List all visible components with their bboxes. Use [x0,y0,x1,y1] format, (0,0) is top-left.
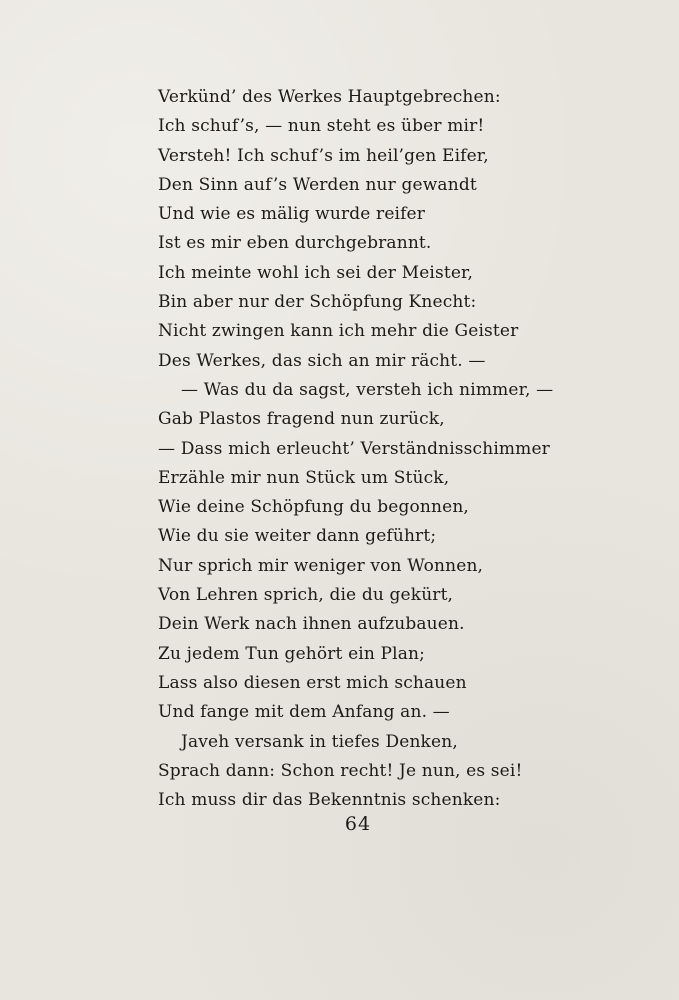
poem-line: — Dass mich erleucht’ Verständnisschimmer [158,438,550,459]
poem-line: Nicht zwingen kann ich mehr die Geister [158,321,519,342]
poem-line: Javeh versank in tiefes Denken, [181,731,458,752]
poem-line: Wie du sie weiter dann geführt; [158,526,437,547]
poem-line: Und wie es mälig wurde reifer [158,204,426,225]
page-number: 64 [344,813,372,835]
poem-line: Ich muss dir das Bekenntnis schenken: [158,790,501,811]
poem-line: Von Lehren sprich, die du gekürt, [158,585,454,606]
poem-text-block [158,83,598,815]
poem-line: Des Werkes, das sich an mir rächt. — [158,350,486,371]
poem-line: Verkünd’ des Werkes Hauptgebrechen: [158,87,501,107]
poem-line: Wie deine Schöpfung du begonnen, [158,497,469,518]
poem-line: Ich meinte wohl ich sei der Meister, [158,262,474,283]
poem-line: Sprach dann: Schon recht! Je nun, es sei! [158,760,523,781]
poem-line: Bin aber nur der Schöpfung Knecht: [158,292,477,313]
poem-line: Erzähle mir nun Stück um Stück, [158,467,450,488]
poem-line: Den Sinn auf’s Werden nur gewandt [158,174,477,195]
poem-line: Ist es mir eben durchgebrannt. [158,233,432,254]
poem-line: Zu jedem Tun gehört ein Plan; [158,643,425,664]
poem-line: — Was du da sagst, versteh ich nimmer, — [181,379,554,400]
poem-line: Gab Plastos fragend nun zurück, [158,409,445,430]
poem-line: Nur sprich mir weniger von Wonnen, [158,555,484,576]
poem-line: Versteh! Ich schuf’s im heil’gen Eifer, [158,145,489,166]
poem-line: Dein Werk nach ihnen aufzubauen. [158,614,465,635]
poem-line: Und fange mit dem Anfang an. — [158,702,450,723]
poem-line: Ich schuf’s, — nun steht es über mir! [158,116,485,137]
poem-line: Lass also diesen erst mich schauen [158,672,467,693]
